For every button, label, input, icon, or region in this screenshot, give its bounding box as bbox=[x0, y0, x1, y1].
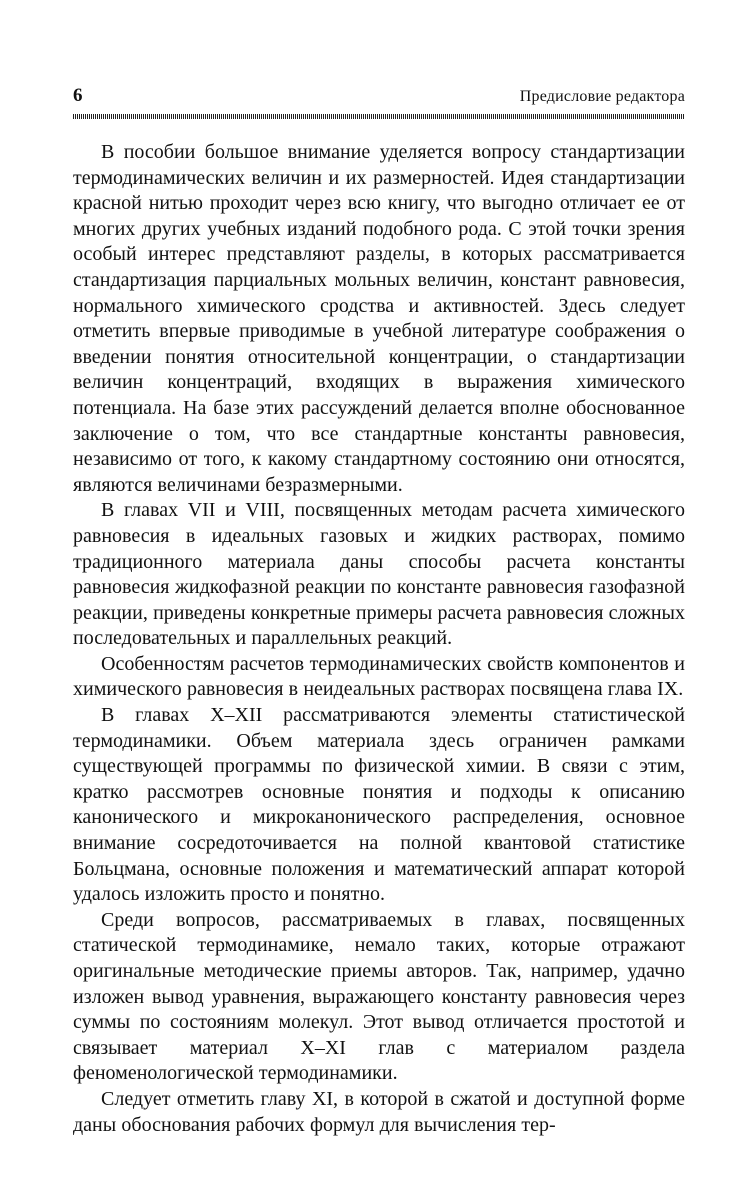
paragraph-chapter-9: Особенностям расчетов термодинамических свойств компонентов и химического равновесия в неидеальных растворах посвящена глава IX. bbox=[73, 652, 685, 701]
header-rule bbox=[73, 114, 685, 119]
body-text bbox=[73, 140, 685, 1138]
paragraph-chapter-11: Следует отметить главу XI, в которой в сжатой и доступной форме даны обоснования рабочих формул для вычисления тер- bbox=[73, 1087, 685, 1136]
running-title: Предисловие редактора bbox=[519, 88, 685, 105]
paragraph-statistical-methods: Среди вопросов, рассматриваемых в главах, посвященных статической термодинамике, немало таких, которые отражают оригинальные методические приемы авторов. Так, например, удачно изложен вывод уравнения, выражающего константу равновесия через суммы по состояниям молекул. Этот вывод отличается простотой и связывает материал X–XI глав с материалом раздела феноменологической термодинамики. bbox=[73, 908, 685, 1085]
paragraph-standardization: В пособии большое внимание уделяется вопросу стандартизации термодинамических величин и их размерностей. Идея стандартизации красной нитью проходит через всю книгу, что выгодно отличает ее от многих других учебных изданий подобного рода. С этой точки зрения особый интерес представляют разделы, в которых рассматривается стандартизация парциальных мольных величин, констант равновесия, нормального химического сродства и активностей. Здесь следует отметить впервые приводимые в учебной литературе соображения о введении понятия относительной концентрации, о стандартизации величин концентраций, входящих в выражения химического потенциала. На базе этих рассуждений делается вполне обоснованное заключение о том, что все стандартные константы равновесия, независимо от того, к какому стандартному состоянию они относятся, являются величинами безразмерными. bbox=[73, 141, 685, 496]
paragraph-chapters-10-12: В главах X–XII рассматриваются элементы статистической термодинамики. Объем материала здесь ограничен рамками существующей программы по физической химии. В связи с этим, кратко рассмотрев основные понятия и подходы к описанию канонического и микроканонического распределения, основное внимание сосредоточивается на полной квантовой статистике Больцмана, основные положения и математический аппарат которой удалось изложить просто и понятно. bbox=[73, 704, 685, 906]
page-number: 6 bbox=[73, 85, 83, 106]
paragraph-chapters-7-8: В главах VII и VIII, посвященных методам расчета химического равновесия в идеальных газовых и жидких растворах, помимо традиционного материала даны способы расчета константы равновесия жидкофазной реакции по константе равновесия газофазной реакции, приведены конкретные примеры расчета равновесия сложных последовательных и параллельных реакций. bbox=[73, 499, 685, 650]
running-head bbox=[73, 84, 685, 110]
